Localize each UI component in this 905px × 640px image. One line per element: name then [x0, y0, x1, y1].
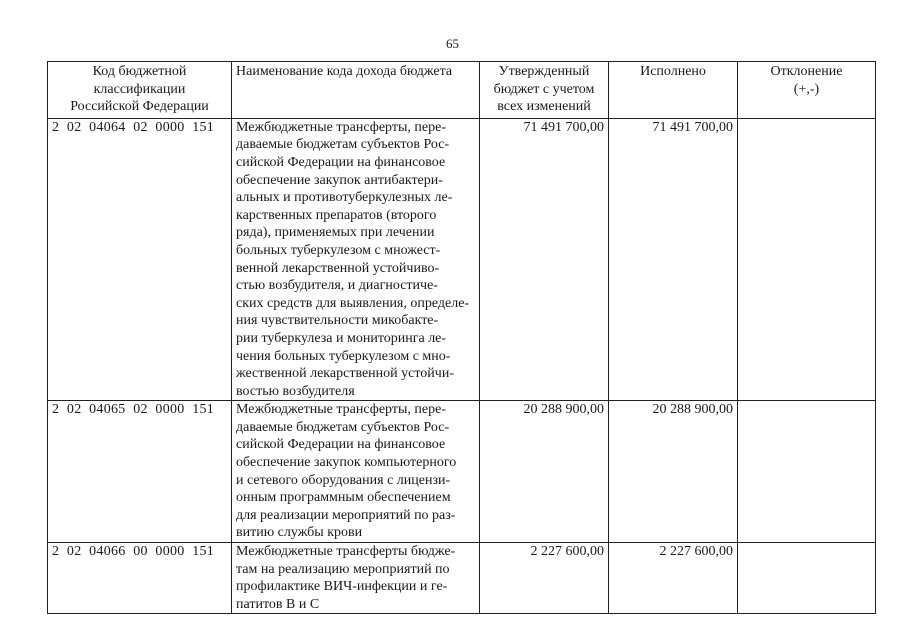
row-income-name: Межбюджетные трансферты, пере- даваемые бюджетам субъектов Рос- сийской Федерации на финансовое обеспечение закупок антибактери- альных и противотуберкулезных ле- карственных препаратов (второго ряда), применяемых при лечении больных туберкулезом с множест- венной лекарственной устойчиво- стью возбудителя, и диагностиче- ских средств для выявления, определе- ния чувствительности микобакте- рии туберкулеза и мониторинга ле- чения больных туберкулезом с мно- жественной лекарственной устойчи- востью возбудителя — [232, 118, 480, 401]
row-budget-code: 2 02 04064 02 0000 151 — [48, 118, 232, 401]
row-budget-code: 2 02 04066 00 0000 151 — [48, 543, 232, 614]
row-executed-amount: 2 227 600,00 — [609, 543, 738, 614]
table-row — [48, 118, 876, 401]
row-deviation — [738, 118, 876, 401]
row-executed-amount: 71 491 700,00 — [609, 118, 738, 401]
row-budget-code: 2 02 04065 02 0000 151 — [48, 401, 232, 543]
page-number: 65 — [446, 36, 459, 51]
row-deviation — [738, 401, 876, 543]
header-executed: Исполнено — [609, 62, 738, 119]
budget-execution-table — [47, 61, 876, 614]
row-executed-amount: 20 288 900,00 — [609, 401, 738, 543]
table-header-row — [48, 62, 876, 119]
row-deviation — [738, 543, 876, 614]
row-income-name: Межбюджетные трансферты, пере- даваемые бюджетам субъектов Рос- сийской Федерации на финансовое обеспечение закупок компьютерного и сетевого оборудования с лицензи- онным программным обеспечением для реализации мероприятий по раз- витию службы крови — [232, 401, 480, 543]
table-row — [48, 543, 876, 614]
header-budget-code: Код бюджетной классификации Российской Федерации — [48, 62, 232, 119]
row-approved-amount: 20 288 900,00 — [480, 401, 609, 543]
header-deviation: Отклонение (+,-) — [738, 62, 876, 119]
row-income-name: Межбюджетные трансферты бюдже- там на реализацию мероприятий по профилактике ВИЧ-инфекции и ге- патитов В и С — [232, 543, 480, 614]
row-approved-amount: 71 491 700,00 — [480, 118, 609, 401]
row-approved-amount: 2 227 600,00 — [480, 543, 609, 614]
header-income-name: Наименование кода дохода бюджета — [232, 62, 480, 119]
header-approved-budget: Утвержденный бюджет с учетом всех изменений — [480, 62, 609, 119]
table-row — [48, 401, 876, 543]
